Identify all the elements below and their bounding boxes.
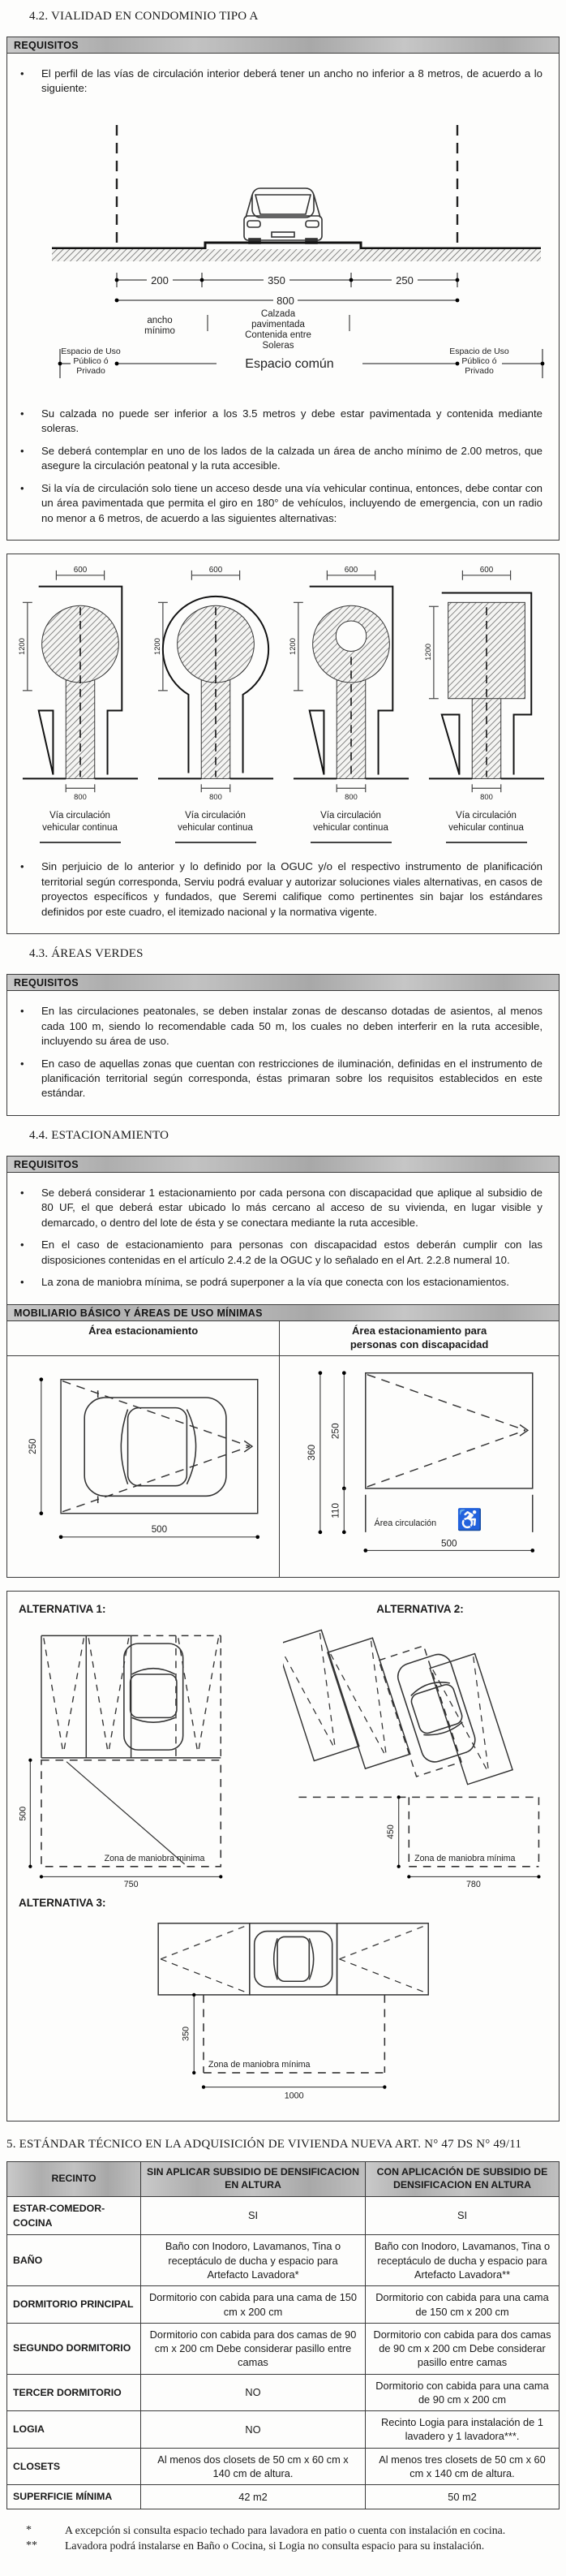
dim-dot [364, 1549, 368, 1553]
bullet-item [20, 407, 542, 437]
alternativa-1-title: ALTERNATIVA 1: [19, 1602, 106, 1615]
parking-alternatives-box [6, 1591, 560, 2122]
bullet-dot: • [20, 1057, 24, 1070]
caption-underline [175, 842, 256, 843]
dim-780: 780 [465, 1879, 481, 1888]
dim-600: 600 [344, 566, 358, 575]
section-44-bullets [7, 1173, 559, 1304]
label-ancho: ancho [147, 315, 173, 325]
requisitos-bar-42: REQUISITOS [7, 37, 559, 54]
dim-dot [456, 278, 460, 282]
bullet-item [20, 481, 542, 526]
bullet-text: Si la vía de circulación solo tiene un acceso desde una vía vehicular continua, entonces, debe contar con un área pavimentada que permita el giro en 180° de vehículos, incluyendo de emergencia, con un radio no menor a 6 metros, de acuerdo a las siguientes alternativas: [41, 481, 542, 524]
bullet-item [20, 444, 542, 474]
dim-dot [192, 2070, 195, 2074]
bullet-text: El perfil de las vías de circulación interior deberá tener un ancho no inferior a 8 metros, de acuerdo a lo siguiente: [41, 67, 542, 95]
dim-200: 200 [151, 274, 169, 286]
dim-600: 600 [208, 566, 222, 575]
dim-dot [58, 362, 62, 366]
cell-sin: NO [141, 2374, 366, 2411]
dim-dot [115, 278, 119, 282]
section-44-requisitos-box [6, 1156, 560, 1578]
uso-right-l3: Privado [465, 365, 494, 376]
dim-dot [397, 1864, 401, 1867]
dim-dot [342, 1530, 346, 1534]
dim-dot [219, 1875, 222, 1878]
dim-dot [407, 1875, 410, 1878]
uso-left-l3: Privado [76, 365, 105, 376]
cell-sin: SI [141, 2196, 366, 2235]
car-windshield-front [309, 1938, 313, 1979]
mobiliario-diagram-row [7, 1356, 559, 1577]
cell-con: Dormitorio con cabida para dos camas de 90 cm x 200 cm Debe considerar pasillo entre camas [366, 2323, 560, 2374]
dim-360: 360 [307, 1444, 318, 1461]
dim-250: 250 [27, 1438, 38, 1454]
section-43-requisitos-box [6, 974, 560, 1116]
dim-500: 500 [18, 1806, 28, 1821]
caption-line2: vehicular continua [448, 822, 524, 833]
car-cabin [131, 1674, 177, 1717]
parking-dis-cell [279, 1356, 559, 1577]
parking-dis-header-l2: personas con discapacidad [349, 1338, 489, 1350]
bullet-text: En caso de aquellas zonas que cuentan con restricciones de iluminación, definidas en el instrumento de planificación territorial según corresponda, éstas primaran sobre los requisitos establecidos en este estándar. [41, 1057, 542, 1100]
footnotes [26, 2524, 558, 2552]
caption-line1: Vía circulación [49, 811, 110, 821]
col-header-recinto: RECINTO [7, 2161, 141, 2196]
dim-500: 500 [441, 1538, 457, 1549]
cell-sin: Dormitorio con cabida para dos camas de 90 cm x 200 cm Debe considerar pasillo entre camas [141, 2323, 366, 2374]
label-minimo: mínimo [144, 325, 175, 336]
footnote-symbol: * [26, 2523, 32, 2536]
zone-label: Zona de maniobra mínima [208, 2059, 311, 2070]
dim-800: 800 [208, 793, 222, 802]
car-top-view [84, 1390, 226, 1503]
bullet-item [20, 1275, 542, 1290]
label-pavimentada: pavimentada [251, 319, 305, 330]
section-42-bullets-top [7, 54, 559, 110]
turnaround-figure-bulb-circle [151, 562, 281, 843]
dim-stem [337, 785, 366, 793]
caption-underline [40, 842, 121, 843]
dim-1000: 1000 [284, 2090, 304, 2100]
bullet-item [20, 67, 542, 97]
car-body [124, 1643, 183, 1750]
parking-dis-diagram [281, 1361, 557, 1568]
bullet-dot: • [20, 1238, 24, 1251]
footnote-symbol: ** [26, 2539, 37, 2552]
bullet-text: Se deberá contemplar en uno de los lados de la calzada un área de ancho mínimo de 2.00 metros, que asegure la circulación peatonal y la ruta accesible. [41, 444, 542, 472]
turnaround-alternatives-box [6, 554, 560, 934]
car-windshield-front [132, 1668, 175, 1674]
car-windshield-rear [132, 1717, 175, 1722]
section-5-heading: 5. ESTÁNDAR TÉCNICO EN LA ADQUISICIÓN DE VIVIENDA NUEVA ART. N° 47 DS N° 49/11 [6, 2137, 522, 2151]
dim-800: 800 [277, 294, 294, 307]
dim-dot [115, 299, 119, 303]
cell-recinto: CLOSETS [7, 2448, 141, 2485]
dim-stem [66, 785, 95, 793]
zone-label: Zona de maniobra mínima [414, 1853, 516, 1863]
car-cabin [127, 1407, 187, 1485]
table-row [7, 2323, 560, 2374]
dim-350: 350 [181, 2026, 191, 2041]
car-windshield-rear [423, 1721, 464, 1738]
caption-underline [311, 842, 392, 843]
parking-dis-header [279, 1321, 559, 1355]
dim-1200: 1200 [152, 638, 161, 656]
bullet-dot: • [20, 481, 24, 494]
dim-dot [58, 1535, 62, 1539]
alternativa-1-diagram [14, 1620, 281, 1888]
bullet-text: La zona de maniobra mínima, se podrá superponer a la vía que conecta con los estacionamientos. [41, 1276, 509, 1289]
bullet-dot: • [20, 860, 24, 873]
turnaround-figures-row [7, 554, 559, 846]
bullet-dot: • [20, 1186, 24, 1199]
parallel-stalls [158, 1923, 428, 1994]
angled-stalls [283, 1630, 512, 1784]
bullet-dot: • [20, 407, 24, 420]
turnaround-caption [422, 810, 551, 834]
turnaround-diagram-c [287, 562, 415, 803]
zone-diagonal [66, 1761, 185, 1863]
parking-std-cell [7, 1356, 279, 1577]
standard-spec-table [6, 2161, 560, 2509]
dim-stem [472, 785, 501, 793]
stall-outline [366, 1372, 533, 1488]
dim-600: 600 [479, 566, 493, 575]
bullet-text: Se deberá considerar 1 estacionamiento por cada persona con discapacidad que aplique al subsidio de 80 UF, el que deberá estar ubicado lo más cercano al acceso de su vivienda, en lugar visible y demarcado, o dentro del lote de ésta y se conectara mediante la ruta accesible. [41, 1186, 542, 1229]
bullet-item [20, 1186, 542, 1230]
dim-dot [537, 1875, 540, 1878]
cell-con: Al menos tres closets de 50 cm x 60 cm x 140 cm de altura. [366, 2448, 560, 2485]
bullet-dot: • [20, 444, 24, 457]
wheelchair-icon: ♿ [457, 1508, 483, 1531]
dim-dot [202, 2085, 205, 2088]
dim-110: 110 [330, 1502, 341, 1518]
spec-header-row [7, 2161, 560, 2196]
dim-800: 800 [73, 793, 87, 802]
car-front-view [244, 188, 322, 243]
section-43-heading: 4.3. ÁREAS VERDES [29, 947, 144, 961]
turnaround-caption [151, 810, 281, 834]
car-headlight-left [247, 221, 260, 227]
dim-500: 500 [151, 1523, 167, 1535]
dim-dot [255, 1535, 259, 1539]
cell-sin: Al menos dos closets de 50 cm x 60 cm x 140 cm de altura. [141, 2448, 366, 2485]
bullet-dot: • [20, 1276, 24, 1289]
dim-dot [192, 1992, 195, 1996]
label-espacio-comun: Espacio común [245, 356, 334, 371]
dim-dot [115, 362, 119, 366]
label-uso-right [449, 347, 509, 376]
parking-dis-header-l1: Área estacionamiento para [352, 1324, 487, 1337]
label-calzada: Calzada [260, 308, 296, 319]
table-row [7, 2411, 560, 2449]
alternatives-row [7, 1592, 559, 1892]
cell-con: SI [366, 2196, 560, 2235]
cell-sin: NO [141, 2411, 366, 2449]
car-windshield-front [187, 1409, 195, 1484]
col-header-sin-subsidio: SIN APLICAR SUBSIDIO DE DENSIFICACION EN ALTURA [141, 2161, 366, 2196]
cell-con: Recinto Logia para instalación de 1 lavadero y 1 lavadora***. [366, 2411, 560, 2449]
cell-recinto: SEGUNDO DORMITORIO [7, 2323, 141, 2374]
table-row [7, 2448, 560, 2485]
dim-dot [319, 1530, 323, 1534]
dim-dot [28, 1864, 32, 1867]
dim-250: 250 [396, 274, 414, 286]
parking-std-header: Área estacionamiento [88, 1324, 199, 1337]
label-uso-left [61, 347, 121, 376]
ground-line [52, 243, 541, 248]
section-42-note [7, 846, 559, 933]
dim-dot [200, 278, 204, 282]
dim-1200: 1200 [288, 638, 297, 656]
cell-recinto: DORMITORIO PRINCIPAL [7, 2286, 141, 2324]
section-42-heading: 4.2. VIALIDAD EN CONDOMINIO TIPO A [29, 10, 259, 23]
stall-outline [61, 1379, 258, 1513]
label-contenida: Contenida entre [245, 330, 311, 340]
road-profile-figure [7, 114, 559, 386]
bullet-item [20, 859, 542, 920]
dim-350: 350 [268, 274, 285, 286]
cell-con: Dormitorio con cabida para una cama de 90 cm x 200 cm [366, 2374, 560, 2411]
car-cabin [277, 1936, 309, 1981]
car-windshield-rear [121, 1409, 127, 1484]
cell-con: 50 m2 [366, 2485, 560, 2509]
bulb-hatched [177, 606, 254, 683]
dim-dot [319, 1371, 323, 1375]
alternativa-2-diagram [283, 1620, 551, 1888]
stall-v-guides [367, 1374, 525, 1486]
dim-dot [541, 362, 545, 366]
dim-1200: 1200 [17, 638, 26, 656]
cell-sin: Baño con Inodoro, Lavamanos, Tina o receptáculo de ducha y espacio para Artefacto Lavadora* [141, 2235, 366, 2286]
parking-std-diagram [10, 1361, 277, 1568]
car-body [255, 1931, 332, 1987]
mobiliario-bar: MOBILIARIO BÁSICO Y ÁREAS DE USO MÍNIMAS [7, 1304, 559, 1321]
stall-v-guides [62, 1381, 250, 1511]
dim-dot [342, 1371, 346, 1375]
car-headlight-right [306, 221, 319, 227]
spec-table-body [7, 2196, 560, 2509]
bullet-item [20, 1238, 542, 1268]
car-body [84, 1398, 226, 1496]
uso-left-l2: Público ó [73, 355, 109, 366]
table-row [7, 2235, 560, 2286]
dim-dot [39, 1511, 43, 1515]
caption-line2: vehicular continua [42, 822, 118, 833]
alternativa-3-title: ALTERNATIVA 3: [19, 1896, 106, 1909]
maneuver-zone [41, 1760, 221, 1866]
label-soleras: Soleras [262, 340, 294, 351]
caption-line1: Vía circulación [185, 811, 246, 821]
turnaround-caption [15, 810, 145, 834]
alternativa-1 [14, 1601, 283, 1892]
cell-recinto: SUPERFICIE MÍNIMA [7, 2485, 141, 2509]
turnaround-figure-bulb-rect [15, 562, 145, 843]
section-43-bullets [7, 991, 559, 1115]
bullet-item [20, 1004, 542, 1049]
bullet-dot: • [20, 1005, 24, 1018]
footnote-item [26, 2524, 558, 2537]
caption-line2: vehicular continua [178, 822, 253, 833]
cell-con: Baño con Inodoro, Lavamanos, Tina o receptáculo de ducha y espacio para Artefacto Lavadora** [366, 2235, 560, 2286]
zone-label: Zona de maniobra minima [104, 1853, 205, 1863]
road-profile-diagram [15, 114, 551, 381]
cell-con: Dormitorio con cabida para una cama de 150 cm x 200 cm [366, 2286, 560, 2324]
caption-line1: Vía circulación [320, 811, 381, 821]
dim-dot [39, 1377, 43, 1381]
section-42-bullets-bottom [7, 394, 559, 540]
col-header-con-subsidio: CON APLICACIÓN DE SUBSIDIO DE DENSIFICACION EN ALTURA [366, 2161, 560, 2196]
car-top-view-vertical [124, 1643, 183, 1750]
dim-stem [201, 785, 230, 793]
dim-250: 250 [330, 1423, 341, 1439]
dim-dot [531, 1549, 535, 1553]
footnote-text: Lavadora podrá instalarse en Baño o Cocina, si Logia no consulta espacio para su instalación. [65, 2539, 485, 2552]
car-grille [272, 232, 294, 237]
dim-750: 750 [123, 1879, 139, 1888]
turnaround-caption [286, 810, 416, 834]
car-windshield [255, 195, 311, 214]
dim-450: 450 [385, 1824, 396, 1839]
dim-dot [456, 362, 460, 366]
uso-right-l2: Público ó [461, 355, 497, 366]
bullet-text: Su calzada no puede ser inferior a los 3.5 metros y debe estar pavimentada y contenida mediante soleras. [41, 407, 542, 435]
dim-1200: 1200 [423, 644, 432, 661]
car-windshield-front [409, 1678, 450, 1695]
dim-800: 800 [344, 793, 358, 802]
footnote-text: A excepción si consulta espacio techado para lavadora en patio o cuenta con instalación en cocina. [65, 2523, 506, 2536]
bulb-hatched [41, 606, 118, 683]
bullet-text: En el caso de estacionamiento para personas con discapacidad estos deberán cumplir con las disposiciones contenidas en el artículo 2.4.2 de la OGUC y lo señalado en el Art. 2.2.8 numeral 10. [41, 1238, 542, 1266]
turnaround-figure-ring [286, 562, 416, 843]
dim-dot [383, 2085, 386, 2088]
label-area-circulacion: Área circulación [374, 1518, 437, 1528]
dim-dot [456, 299, 460, 303]
table-row [7, 2286, 560, 2324]
alternativa-2 [283, 1601, 552, 1892]
spec-table-head [7, 2161, 560, 2196]
car-top-view-horizontal [255, 1931, 332, 1987]
table-row [7, 2374, 560, 2411]
cell-sin: 42 m2 [141, 2485, 366, 2509]
alternativa-2-title: ALTERNATIVA 2: [376, 1602, 464, 1615]
cell-sin: Dormitorio con cabida para una cama de 150 cm x 200 cm [141, 2286, 366, 2324]
uso-left-l1: Espacio de Uso [61, 346, 121, 356]
turnaround-figure-rect-pad [422, 562, 551, 843]
bullet-dot: • [20, 67, 24, 80]
alternativa-3-diagram [14, 1914, 549, 2109]
dim-800: 800 [479, 793, 493, 802]
cell-recinto: BAÑO [7, 2235, 141, 2286]
stall-borders [41, 1635, 221, 1757]
mobiliario-header-row [7, 1321, 559, 1356]
caption-line2: vehicular continua [313, 822, 388, 833]
dim-dot [397, 1795, 401, 1798]
caption-line1: Vía circulación [456, 811, 517, 821]
uso-right-l1: Espacio de Uso [449, 346, 509, 356]
bullet-text: En las circulaciones peatonales, se deben instalar zonas de descanso dotadas de asientos, al menos cada 100 m, siendo lo recomendable cada 50 m, los cuales no deben interferir en la ruta accesible, incluyendo su área de uso. [41, 1005, 542, 1048]
requisitos-bar-43: REQUISITOS [7, 975, 559, 991]
dim-dot [349, 278, 354, 282]
stall-v-guides [161, 1925, 425, 1992]
alternativa-3 [7, 1892, 559, 2121]
bullet-item [20, 1057, 542, 1101]
turnaround-diagram-a [16, 562, 144, 803]
ground-hatch [52, 249, 541, 261]
section-42-requisitos-box [6, 37, 560, 541]
cell-recinto: TERCER DORMITORIO [7, 2374, 141, 2411]
ring-island [336, 621, 366, 651]
bullet-text: Sin perjuicio de lo anterior y lo definido por la OGUC y/o el respectivo instrumento de planificación territorial según corresponda, Serviu podrá evaluar y autorizar soluciones viales alternativas, en casos de proyectos específicos y fundados, que Seremi califique como pertinentes sin bajar los estándares definidos por este cuadro, el itemizado nacional y la normativa vigente. [41, 860, 542, 918]
table-row [7, 2485, 560, 2509]
dim-dot [40, 1875, 43, 1878]
footnote-item [26, 2539, 558, 2552]
section-44-heading: 4.4. ESTACIONAMIENTO [29, 1128, 169, 1142]
car-roof [252, 188, 314, 218]
turnaround-diagram-d [422, 562, 551, 803]
cell-recinto: ESTAR-COMEDOR-COCINA [7, 2196, 141, 2235]
requisitos-bar-44: REQUISITOS [7, 1157, 559, 1173]
caption-underline [446, 842, 527, 843]
table-row [7, 2196, 560, 2235]
dim-dot [28, 1758, 32, 1761]
dim-600: 600 [73, 566, 87, 575]
turnaround-diagram-b [152, 562, 280, 803]
cell-recinto: LOGIA [7, 2411, 141, 2449]
